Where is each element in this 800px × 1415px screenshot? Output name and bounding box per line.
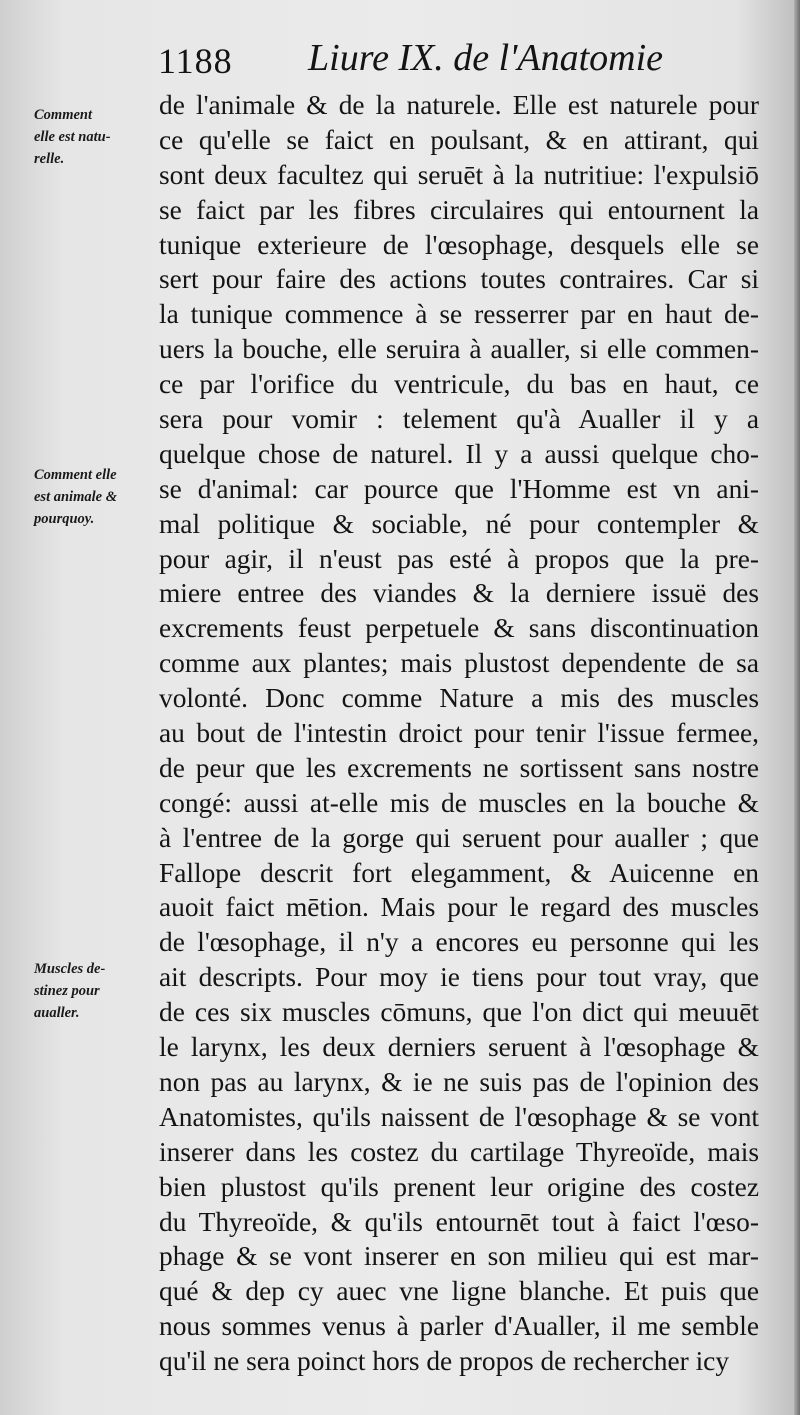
text-line: mal politique & sociable, né pour contempler & bbox=[159, 508, 759, 539]
text-line: se d'animal: car pource que l'Homme est vn ani- bbox=[159, 473, 759, 504]
margin-note-line: pourquoy. bbox=[34, 511, 95, 527]
page-header bbox=[150, 34, 710, 84]
text-line: ait descripts. Pour moy ie tiens pour tout vray, que bbox=[159, 962, 759, 993]
text-line: de peur que les excrements ne sortissent sans nostre bbox=[159, 752, 759, 783]
text-line: de ces six muscles cōmuns, que l'on dict qui meuuēt bbox=[159, 997, 759, 1028]
page-edge-shadow bbox=[794, 0, 800, 1415]
text-line: quelque chose de naturel. Il y a aussi quelque cho- bbox=[159, 438, 759, 469]
text-line: Anatomistes, qu'ils naissent de l'œsophage & se vont bbox=[159, 1101, 759, 1132]
text-line: ce par l'orifice du ventricule, du bas en haut, ce bbox=[159, 369, 759, 400]
text-line: non pas au larynx, & ie ne suis pas de l'opinion des bbox=[159, 1066, 759, 1097]
text-line: Fallope descrit fort elegamment, & Auicenne en bbox=[159, 857, 759, 888]
text-line: congé: aussi at-elle mis de muscles en la bouche & bbox=[159, 787, 759, 818]
text-line: tunique exterieure de l'œsophage, desquels elle se bbox=[159, 229, 759, 260]
text-line: sert pour faire des actions toutes contraires. Car si bbox=[159, 264, 759, 295]
margin-note-line: Comment elle bbox=[34, 467, 117, 483]
text-line: auoit faict mētion. Mais pour le regard des muscles bbox=[159, 892, 759, 923]
margin-note-line: Muscles de- bbox=[34, 961, 106, 977]
margin-note-animal bbox=[34, 464, 156, 530]
text-line: se faict par les fibres circulaires qui entournent la bbox=[159, 194, 759, 225]
text-line: uers la bouche, elle seruira à aualler, si elle commen- bbox=[159, 334, 759, 365]
text-line: la tunique commence à se resserrer par en haut de- bbox=[159, 299, 759, 330]
margin-note-muscles bbox=[34, 958, 156, 1024]
body-text bbox=[159, 88, 759, 1379]
text-line: nous sommes venus à parler d'Aualler, il me semble bbox=[159, 1311, 759, 1342]
margin-note-line: est animale & bbox=[34, 489, 117, 505]
text-line: le larynx, les deux derniers seruent à l'œsophage & bbox=[159, 1032, 759, 1063]
text-line: sera pour vomir : telement qu'à Aualler il y a bbox=[159, 404, 759, 435]
margin-note-line: Comment bbox=[34, 107, 93, 123]
text-line: excrements feust perpetuele & sans discontinuation bbox=[159, 613, 759, 644]
page-number: 1188 bbox=[158, 41, 233, 81]
text-line: miere entree des viandes & la derniere issuë des bbox=[159, 578, 759, 609]
text-line: au bout de l'intestin droict pour tenir l'issue fermee, bbox=[159, 718, 759, 749]
margin-note-natural bbox=[34, 104, 156, 170]
running-title: Liure IX. de l'Anatomie bbox=[308, 37, 663, 79]
margin-note-line: elle est natu- bbox=[34, 129, 111, 145]
margin-note-line: relle. bbox=[34, 151, 65, 167]
text-line: à l'entree de la gorge qui seruent pour aualler ; que bbox=[159, 822, 759, 853]
text-line: qué & dep cy auec vne ligne blanche. Et puis que bbox=[159, 1276, 759, 1307]
text-line: pour agir, il n'eust pas esté à propos que la pre- bbox=[159, 543, 759, 574]
text-line: sont deux facultez qui seruēt à la nutritiue: l'expulsiō bbox=[159, 159, 759, 190]
text-line: de l'œsophage, il n'y a encores eu personne qui les bbox=[159, 927, 759, 958]
text-line: volonté. Donc comme Nature a mis des muscles bbox=[159, 683, 759, 714]
text-line: ce qu'elle se faict en poulsant, & en attirant, qui bbox=[159, 124, 759, 155]
text-line: de l'animale & de la naturele. Elle est naturele pour bbox=[159, 90, 759, 120]
text-line: inserer dans les costez du cartilage Thyreoïde, mais bbox=[159, 1136, 759, 1167]
margin-note-line: aualler. bbox=[34, 1005, 80, 1021]
text-line: qu'il ne sera poinct hors de propos de rechercher icy bbox=[159, 1346, 730, 1377]
text-line: comme aux plantes; mais plustost dependente de sa bbox=[159, 648, 759, 679]
text-line: phage & se vont inserer en son milieu qui est mar- bbox=[159, 1241, 759, 1272]
margin-note-line: stinez pour bbox=[34, 983, 100, 999]
text-line: bien plustost qu'ils prenent leur origine des costez bbox=[159, 1171, 759, 1202]
text-line: du Thyreoïde, & qu'ils entournēt tout à faict l'œso- bbox=[159, 1206, 759, 1237]
